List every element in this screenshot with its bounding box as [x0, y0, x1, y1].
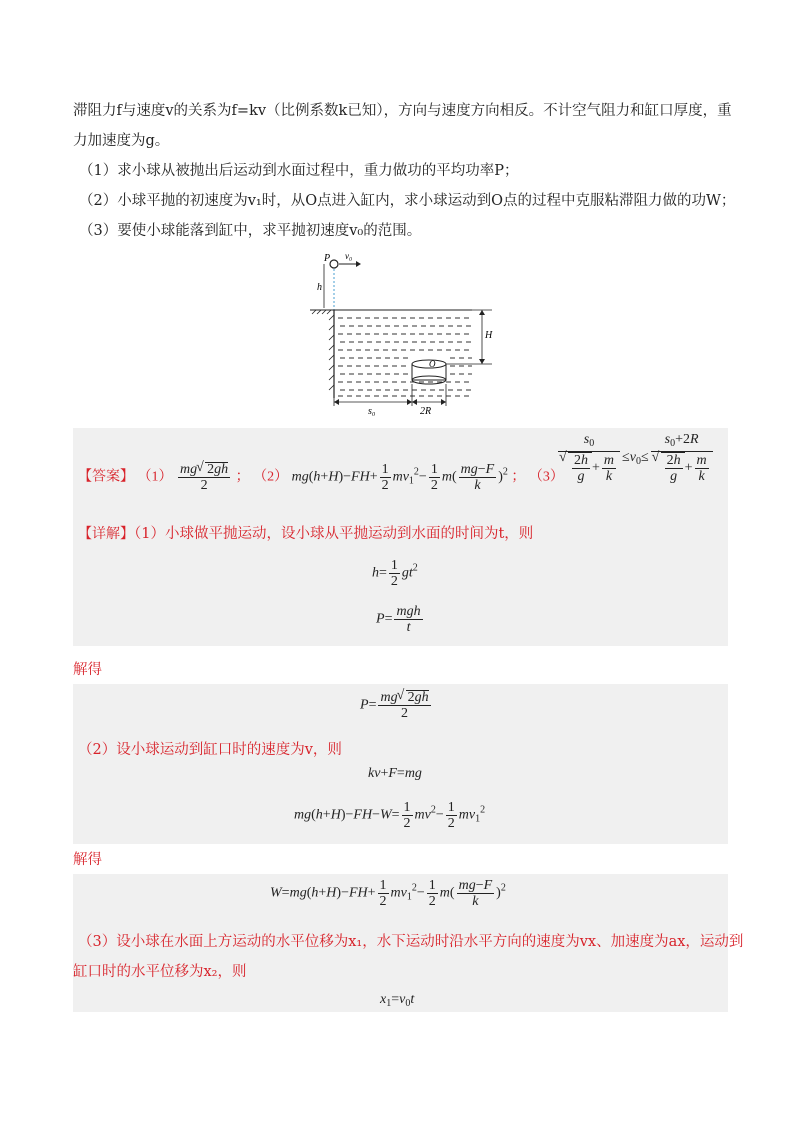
physics-figure [300, 248, 500, 418]
label-P: P [324, 253, 331, 264]
eq-force: kv+F=mg [368, 766, 422, 781]
question-1: （1）求小球从被抛出后运动到水面过程中，重力做功的平均功率P； [79, 163, 519, 179]
question-3: （3）要使小球能落到缸中，求平抛初速度v₀的范围。 [79, 223, 422, 239]
label-h: h [317, 282, 322, 293]
answer-3-range: $s_0$ √ $\frac{2h}{g}$ + $\frac{m}{k}$ $\le v_0\le$ $s_0+2R$ √ $\frac{2h}{g}$ + $\frac{m}{k}$ [556, 432, 715, 484]
solution-step3-line1: （3）设小球在水面上方运动的水平位移为x₁，水下运动时沿水平方向的速度为vx、加速度为ax，运动到 [78, 934, 744, 950]
eq-h: h= $\frac{1}{2}$ $gt^2$ [372, 558, 418, 589]
solve-label-1: 解得 [73, 662, 102, 678]
problem-intro-line2: 力加速度为g。 [73, 133, 170, 149]
solution-step3-line2: 缸口时的水平位移为x₂，则 [73, 964, 247, 980]
solution-step1: 【详解】（1）小球做平抛运动，设小球从平抛运动到水面的时间为t，则 [78, 526, 534, 542]
problem-intro-line1: 滞阻力f与速度v的关系为f=kv（比例系数k已知），方向与速度方向相反。不计空气阻力和缸口厚度，重 [73, 103, 732, 119]
eq-P-result: P= $\frac{mg√ 2gh}{2}$ [360, 690, 433, 721]
label-O: O [429, 359, 436, 369]
label-v0: v₀ [345, 251, 353, 261]
label-H: H [485, 330, 493, 341]
label-s0: s₀ [368, 406, 376, 417]
eq-W-result: W=mg(h+H)−FH+ $\frac{1}{2}$ $mv_1^2-$ $\frac{1}{2}$ m( $\frac{mg-F}{k}$ )$^2$ [270, 878, 506, 909]
solution-step2: （2）设小球运动到缸口时的速度为v，则 [78, 742, 342, 758]
ball-icon [330, 260, 338, 268]
answer-line: 【答案】 （1） $\frac{mg√ 2gh}{2}$ ； （2） mg(h+H)−FH+ $\frac{1}{2}$ $mv_1^2-$ $\frac{1}{2}$ m( $\frac{mg-F}{k}$ )$^2$ ； （3） [78, 462, 564, 493]
eq-x1: $x_1=v_0t$ [380, 992, 415, 1009]
eq-P: P= $\frac{\text{mgh}}{t}$ [376, 604, 421, 635]
solve-label-2: 解得 [73, 852, 102, 868]
label-2R: 2R [420, 406, 432, 417]
answer-label: 【答案】 [78, 468, 134, 485]
solution-label: 【详解】 [78, 526, 134, 542]
eq-energy: mg(h+H)−FH−W= $\frac{1}{2}$ $mv^2-$ $\frac{1}{2}$ $mv_1^2$ [294, 800, 486, 831]
question-2: （2）小球平抛的初速度为v₁时，从O点进入缸内，求小球运动到O点的过程中克服粘滞阻力做的功W； [79, 193, 736, 209]
